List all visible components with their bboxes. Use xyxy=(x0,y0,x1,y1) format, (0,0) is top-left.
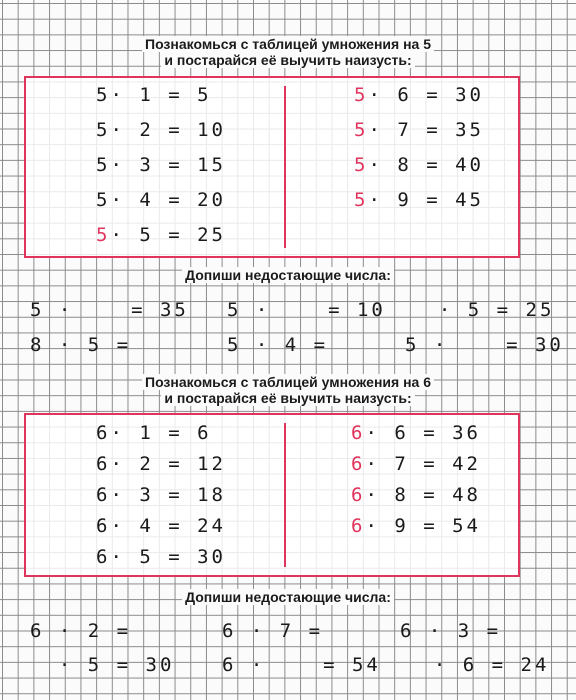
equation-right xyxy=(351,514,481,538)
exercise-6-title xyxy=(0,589,576,605)
exercise-5-item: 5 · = 10 xyxy=(227,299,386,321)
equation-right xyxy=(354,83,484,107)
equation-rest: · 2 = 10 xyxy=(110,119,226,141)
exercise-5-item: · 5 = 25 xyxy=(410,299,555,321)
equation-rest: · 5 = 30 xyxy=(110,546,226,568)
equation-left xyxy=(96,514,226,538)
equation-right xyxy=(354,118,484,142)
equation-right xyxy=(351,421,481,445)
equation-rest: · 9 = 45 xyxy=(368,189,484,211)
equation-factor: 5 xyxy=(96,189,111,211)
table-6-heading-line2: и постарайся её выучить наизусть: xyxy=(161,390,414,406)
equation-rest: · 6 = 36 xyxy=(365,422,481,444)
equation-rest: · 4 = 20 xyxy=(110,189,226,211)
exercise-5-title-text: Допиши недостающие числа: xyxy=(182,267,394,283)
equation-factor: 6 xyxy=(351,484,366,506)
equation-left xyxy=(96,421,212,445)
equation-right xyxy=(351,452,481,476)
table-5-box xyxy=(24,76,520,258)
equation-factor: 6 xyxy=(96,453,111,475)
equation-left xyxy=(96,223,226,247)
equation-left xyxy=(96,545,226,569)
equation-rest: · 9 = 54 xyxy=(365,515,481,537)
table-5-heading xyxy=(0,36,576,68)
exercise-6-item: 6 · 7 = xyxy=(222,620,324,642)
equation-right xyxy=(354,153,484,177)
equation-rest: · 5 = 25 xyxy=(110,224,226,246)
equation-left xyxy=(96,153,226,177)
equation-factor: 5 xyxy=(96,154,111,176)
equation-rest: · 1 = 6 xyxy=(110,422,212,444)
exercise-6-item: 6 · = 54 xyxy=(222,654,381,676)
equation-factor: 5 xyxy=(354,154,369,176)
equation-rest: · 3 = 18 xyxy=(110,484,226,506)
equation-rest: · 7 = 42 xyxy=(365,453,481,475)
equation-right xyxy=(351,483,481,507)
equation-factor: 5 xyxy=(96,119,111,141)
equation-factor: 6 xyxy=(96,546,111,568)
equation-factor: 6 xyxy=(351,515,366,537)
equation-rest: · 2 = 12 xyxy=(110,453,226,475)
equation-rest: · 6 = 30 xyxy=(368,84,484,106)
exercise-5-title xyxy=(0,267,576,283)
exercise-6-item: · 5 = 30 xyxy=(30,654,175,676)
exercise-5-item: 5 · = 30 xyxy=(405,334,564,356)
table-6-box xyxy=(24,413,520,577)
equation-factor: 6 xyxy=(351,453,366,475)
equation-factor: 6 xyxy=(96,515,111,537)
equation-factor: 5 xyxy=(96,224,111,246)
equation-factor: 5 xyxy=(354,84,369,106)
table-5-heading-line1: Познакомься с таблицей умножения на 5 xyxy=(142,36,434,52)
equation-left xyxy=(96,452,226,476)
exercise-6-item: · 6 = 24 xyxy=(405,654,550,676)
equation-factor: 5 xyxy=(354,189,369,211)
table-6-heading xyxy=(0,374,576,406)
equation-factor: 5 xyxy=(354,119,369,141)
exercise-5-item: 5 · = 35 xyxy=(30,299,189,321)
equation-rest: · 8 = 40 xyxy=(368,154,484,176)
equation-factor: 6 xyxy=(96,484,111,506)
table-5-heading-line2: и постарайся её выучить наизусть: xyxy=(161,52,414,68)
equation-right xyxy=(354,188,484,212)
equation-left xyxy=(96,83,212,107)
equation-left xyxy=(96,118,226,142)
equation-left xyxy=(96,188,226,212)
exercise-6-item: 6 · 2 = xyxy=(30,620,132,642)
equation-left xyxy=(96,483,226,507)
equation-rest: · 7 = 35 xyxy=(368,119,484,141)
equation-rest: · 1 = 5 xyxy=(110,84,212,106)
equation-factor: 6 xyxy=(96,422,111,444)
equation-rest: · 3 = 15 xyxy=(110,154,226,176)
equation-rest: · 8 = 48 xyxy=(365,484,481,506)
equation-factor: 5 xyxy=(96,84,111,106)
table-5-divider xyxy=(284,86,286,248)
exercise-5-item: 8 · 5 = xyxy=(30,334,132,356)
exercise-6-item: 6 · 3 = xyxy=(400,620,502,642)
exercise-5-item: 5 · 4 = xyxy=(227,334,329,356)
equation-rest: · 4 = 24 xyxy=(110,515,226,537)
table-6-heading-line1: Познакомься с таблицей умножения на 6 xyxy=(142,374,434,390)
table-6-divider xyxy=(284,423,286,567)
equation-factor: 6 xyxy=(351,422,366,444)
exercise-6-title-text: Допиши недостающие числа: xyxy=(182,589,394,605)
